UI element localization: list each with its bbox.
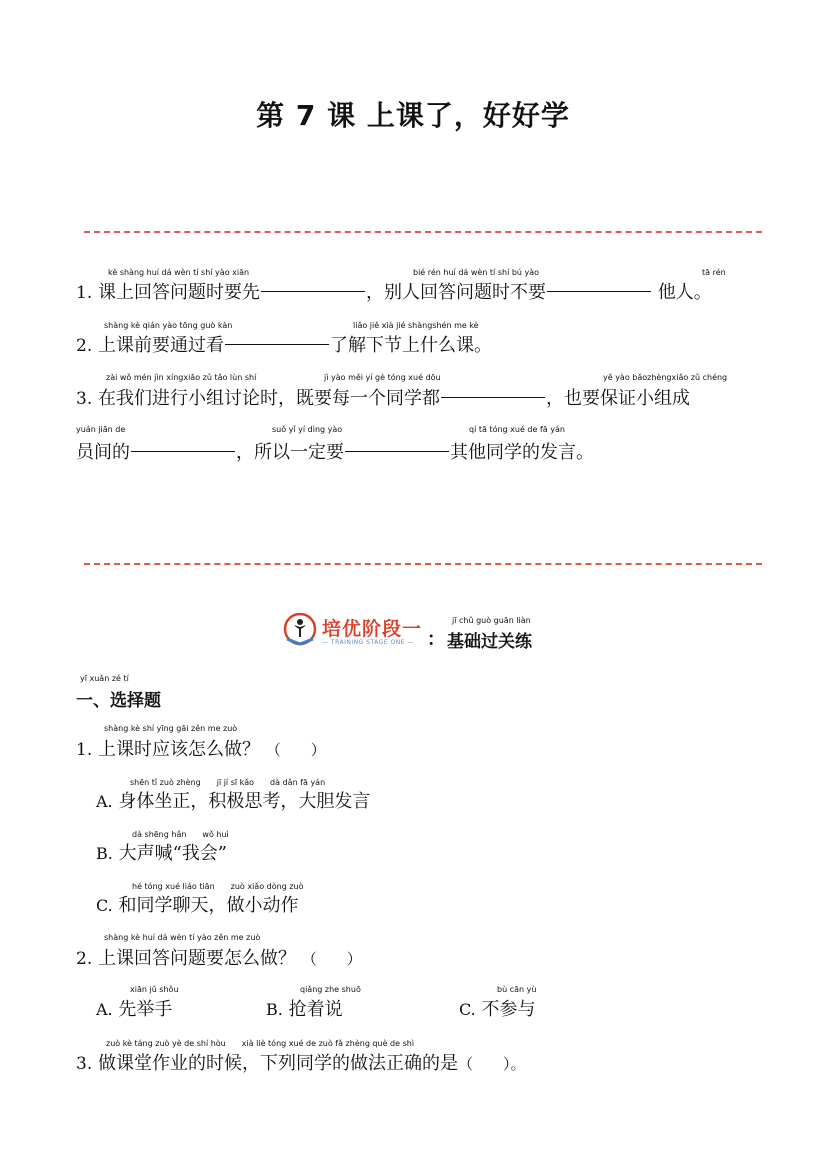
pinyin: yuán jiān de [76, 425, 126, 434]
stage-colon: ： [427, 629, 445, 650]
fill-question-1 [76, 256, 776, 306]
answer-blank[interactable] [345, 451, 449, 452]
question-text: 员间的 [76, 442, 130, 463]
question-text: 在我们进行小组讨论时，既要每一个同学都 [97, 388, 440, 409]
pinyin: yī xuǎn zé tí [80, 674, 129, 683]
pinyin: jī chǔ guò guān liàn [452, 616, 531, 625]
section-heading: 一、选择题 [76, 691, 161, 711]
question-number: 3. [76, 1054, 93, 1074]
question-text: 他人。 [657, 282, 712, 303]
question-text: 了解下节上什么课。 [329, 335, 492, 356]
answer-paren[interactable]: （ ） [301, 950, 362, 968]
question-number: 1. [76, 740, 93, 760]
pinyin: jì yào měi yí gè tóng xué dōu [324, 373, 441, 382]
question-text: 上课前要通过看 [97, 335, 224, 356]
pinyin: zuò kè táng zuò yè de shí hòu xià liè tóng xué de zuò fǎ zhèng què de shì [106, 1039, 415, 1048]
page-title: 第 7 课 上课了，好好学 [256, 99, 570, 132]
choice-question-3 [76, 1034, 796, 1074]
divider-middle [84, 563, 762, 565]
question-text: 做课堂作业的时候，下列同学的做法正确的是 [97, 1053, 458, 1074]
stage-subtitle: — TRAINING STAGE ONE — [322, 639, 414, 646]
option-b[interactable] [266, 982, 426, 1022]
stage-title: 培优阶段一 [322, 618, 423, 640]
answer-blank[interactable] [441, 397, 545, 398]
question-text: ，别人回答问题时不要 [365, 282, 546, 303]
question-number: 2. [76, 949, 93, 969]
pinyin: hé tóng xué liáo tiān zuò xiǎo dòng zuò [132, 882, 304, 891]
answer-blank[interactable] [225, 344, 329, 345]
option-a[interactable] [96, 982, 256, 1022]
answer-blank[interactable] [261, 291, 365, 292]
pinyin: shēn tǐ zuò zhèng jī jí sī kǎo dà dǎn fā yán [130, 778, 326, 787]
pinyin: dà shēng hǎn wǒ huì [132, 830, 229, 839]
choice-question-2 [76, 929, 776, 969]
option-text: 大声喊“我会” [118, 843, 227, 864]
answer-paren[interactable]: （ ） [265, 741, 326, 759]
question-text: ，所以一定要 [236, 442, 344, 463]
divider-top [84, 231, 762, 233]
pinyin: shàng kè huí dá wèn tí yào zěn me zuò [104, 933, 261, 942]
question-number: 3. [76, 389, 93, 409]
fill-question-3 [76, 360, 776, 470]
option-b[interactable] [96, 826, 696, 866]
question-number: 2. [76, 336, 93, 356]
option-letter: A. [96, 1000, 113, 1019]
option-letter: C. [96, 896, 113, 915]
pinyin: liǎo jiě xià jié shàngshén me kè [353, 321, 479, 330]
answer-blank[interactable] [547, 291, 651, 292]
option-c[interactable] [459, 982, 619, 1022]
option-a[interactable] [96, 774, 696, 814]
pinyin: xiān jǔ shǒu [130, 985, 179, 994]
pinyin: suǒ yǐ yí dìng yào [272, 425, 343, 434]
question-number: 1. [76, 283, 93, 303]
stage-name: 基础过关练 [447, 632, 532, 652]
answer-blank[interactable] [131, 451, 235, 452]
pinyin: qiǎng zhe shuō [300, 985, 361, 994]
option-text: 身体坐正，积极思考，大胆发言 [118, 791, 371, 812]
pinyin: qí tā tóng xué de fā yán [469, 425, 565, 434]
stage-banner [282, 611, 562, 655]
answer-paren[interactable]: （ ）。 [457, 1055, 526, 1073]
option-letter: B. [96, 844, 113, 863]
option-text: 抢着说 [288, 999, 343, 1020]
question-text: 课上回答问题时要先 [97, 282, 260, 303]
question-text: 其他同学的发言。 [450, 442, 594, 463]
pinyin: shàng kè qián yào tōng guò kàn [104, 321, 233, 330]
fill-question-2 [76, 308, 776, 358]
question-text: 上课回答问题要怎么做？ [97, 948, 296, 969]
question-text: 上课时应该怎么做？ [97, 739, 260, 760]
question-text: ，也要保证小组成 [545, 388, 690, 409]
pinyin: bù cān yù [497, 985, 537, 994]
choice-question-1 [76, 720, 776, 760]
option-letter: C. [459, 1000, 476, 1019]
pinyin: tā rén [702, 268, 726, 277]
student-book-icon [282, 613, 318, 649]
option-letter: A. [96, 792, 113, 811]
option-text: 和同学聊天，做小动作 [118, 895, 299, 916]
option-text: 不参与 [481, 999, 536, 1020]
pinyin: shàng kè shí yīng gāi zěn me zuò [104, 724, 238, 733]
option-letter: B. [266, 1000, 283, 1019]
pinyin: bié rén huí dá wèn tí shí bú yào [413, 268, 540, 277]
option-text: 先举手 [118, 999, 173, 1020]
pinyin: kè shàng huí dá wèn tí shí yào xiān [108, 268, 250, 277]
pinyin: zài wǒ mén jìn xíngxiǎo zǔ tǎo lùn shí [106, 373, 257, 382]
option-c[interactable] [96, 878, 696, 918]
pinyin: yě yào bǎozhèngxiǎo zǔ chéng [603, 373, 728, 382]
